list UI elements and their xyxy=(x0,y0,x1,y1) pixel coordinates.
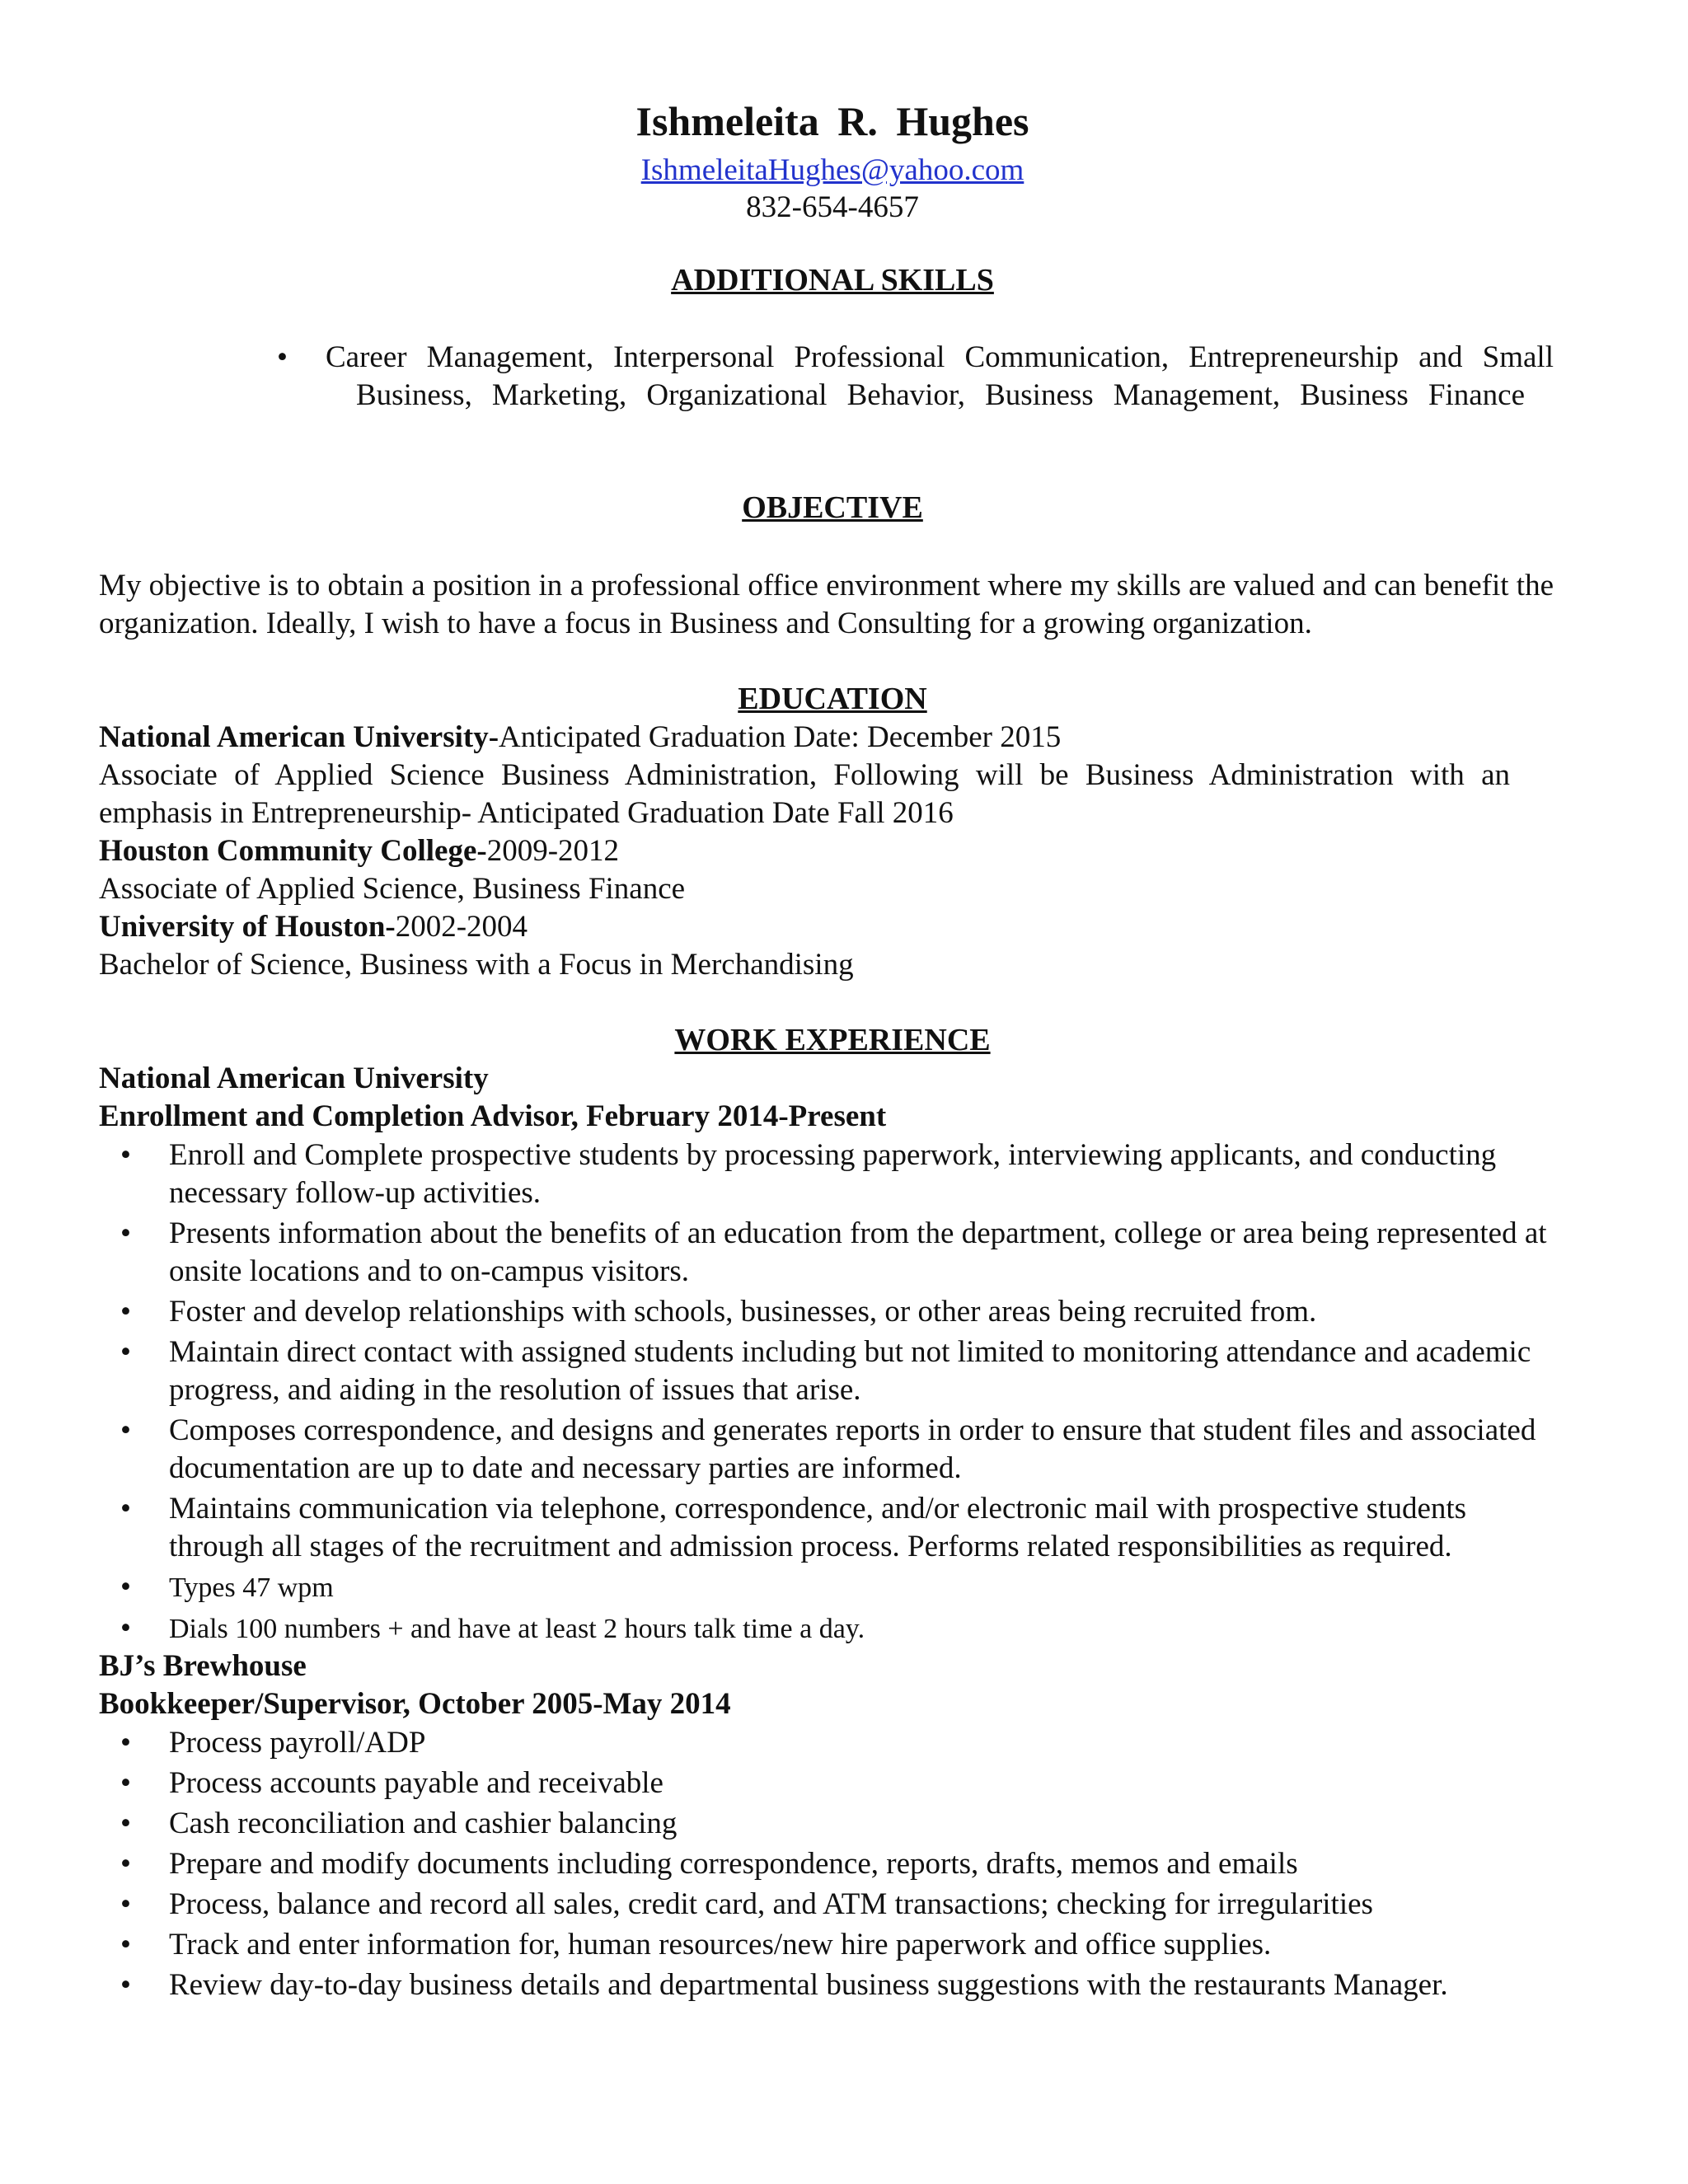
list-item: • Composes correspondence, and designs and generates reports in order to ensure that student files and associated documentation are up to date and necessary parties are informed. xyxy=(120,1413,1536,1485)
education-nau xyxy=(99,719,1061,755)
list-item: • Maintain direct contact with assigned students including but not limited to monitoring attendance and academic progress, and aiding in the resolution of issues that arise. xyxy=(120,1335,1531,1407)
uh-degree: Bachelor of Science, Business with a Focus in Merchandising xyxy=(99,948,854,982)
list-item: • Types 47 wpm xyxy=(120,1570,334,1604)
list-item: • Foster and develop relationships with schools, businesses, or other areas being recruited from. xyxy=(120,1295,1317,1329)
education-hcc xyxy=(99,833,619,869)
hcc-degree: Associate of Applied Science, Business Finance xyxy=(99,872,686,906)
list-item: • Prepare and modify documents including correspondence, reports, drafts, memos and emails xyxy=(120,1847,1298,1881)
email-line xyxy=(0,152,1665,188)
job1-title: Enrollment and Completion Advisor, February 2014-Present xyxy=(99,1099,887,1133)
nau-degree-line-2: emphasis in Entrepreneurship- Anticipated Graduation Date Fall 2016 xyxy=(99,796,954,830)
nau-school: National American University- xyxy=(99,720,499,754)
skills-bullet: • xyxy=(277,340,288,374)
list-item: • Process, balance and record all sales, credit card, and ATM transactions; checking for irregularities xyxy=(120,1887,1373,1921)
skills-line-2: Business, Marketing, Organizational Behavior, Business Management, Business Finance xyxy=(356,378,1525,412)
list-item: • Process accounts payable and receivable xyxy=(120,1766,663,1800)
objective-text: My objective is to obtain a position in a professional office environment where my skills are valued and can benefit the organization. Ideally, I wish to have a focus in Business and Consulting for a growing organization. xyxy=(99,569,1554,640)
uh-school: University of Houston- xyxy=(99,910,396,944)
email-link[interactable]: IshmeleitaHughes@yahoo.com xyxy=(640,153,1025,187)
uh-date: 2002-2004 xyxy=(395,910,528,944)
nau-degree-line-1: Associate of Applied Science Business Administration, Following will be Business Administration with an xyxy=(99,758,1510,792)
skills-heading: ADDITIONAL SKILLS xyxy=(671,263,994,298)
objective-heading: OBJECTIVE xyxy=(742,490,923,525)
work-heading: WORK EXPERIENCE xyxy=(674,1023,991,1057)
list-item: • Presents information about the benefits of an education from the department, college or area being represented at onsite locations and to on-campus visitors. xyxy=(120,1216,1547,1288)
job2-employer: BJ’s Brewhouse xyxy=(99,1649,307,1683)
job1-duties xyxy=(99,1137,1566,1651)
list-item: • Track and enter information for, human resources/new hire paperwork and office supplies. xyxy=(120,1928,1272,1961)
list-item: • Dials 100 numbers + and have at least 2 hours talk time a day. xyxy=(120,1611,865,1645)
list-item: • Maintains communication via telephone, correspondence, and/or electronic mail with prospective students through all stages of the recruitment and admission process. Performs related responsibilities as required. xyxy=(120,1492,1467,1563)
nau-date: Anticipated Graduation Date: December 2015 xyxy=(499,720,1062,754)
job1-employer: National American University xyxy=(99,1062,489,1095)
hcc-school: Houston Community College- xyxy=(99,834,487,868)
list-item: • Enroll and Complete prospective students by processing paperwork, interviewing applicants, and conducting necessary follow-up activities. xyxy=(120,1138,1497,1210)
list-item: • Review day-to-day business details and departmental business suggestions with the restaurants Manager. xyxy=(120,1968,1448,2002)
education-uh xyxy=(99,909,528,944)
education-heading: EDUCATION xyxy=(738,682,927,716)
list-item: • Cash reconciliation and cashier balancing xyxy=(120,1807,678,1840)
hcc-date: 2009-2012 xyxy=(486,834,620,868)
job2-title: Bookkeeper/Supervisor, October 2005-May 2014 xyxy=(99,1687,731,1721)
skills-line-1: Career Management, Interpersonal Professional Communication, Entrepreneurship and Small xyxy=(326,340,1554,374)
applicant-name: Ishmeleita R. Hughes xyxy=(635,98,1029,144)
phone-number: 832-654-4657 xyxy=(746,190,919,224)
job2-duties xyxy=(99,1724,1566,2007)
list-item: • Process payroll/ADP xyxy=(120,1726,426,1760)
